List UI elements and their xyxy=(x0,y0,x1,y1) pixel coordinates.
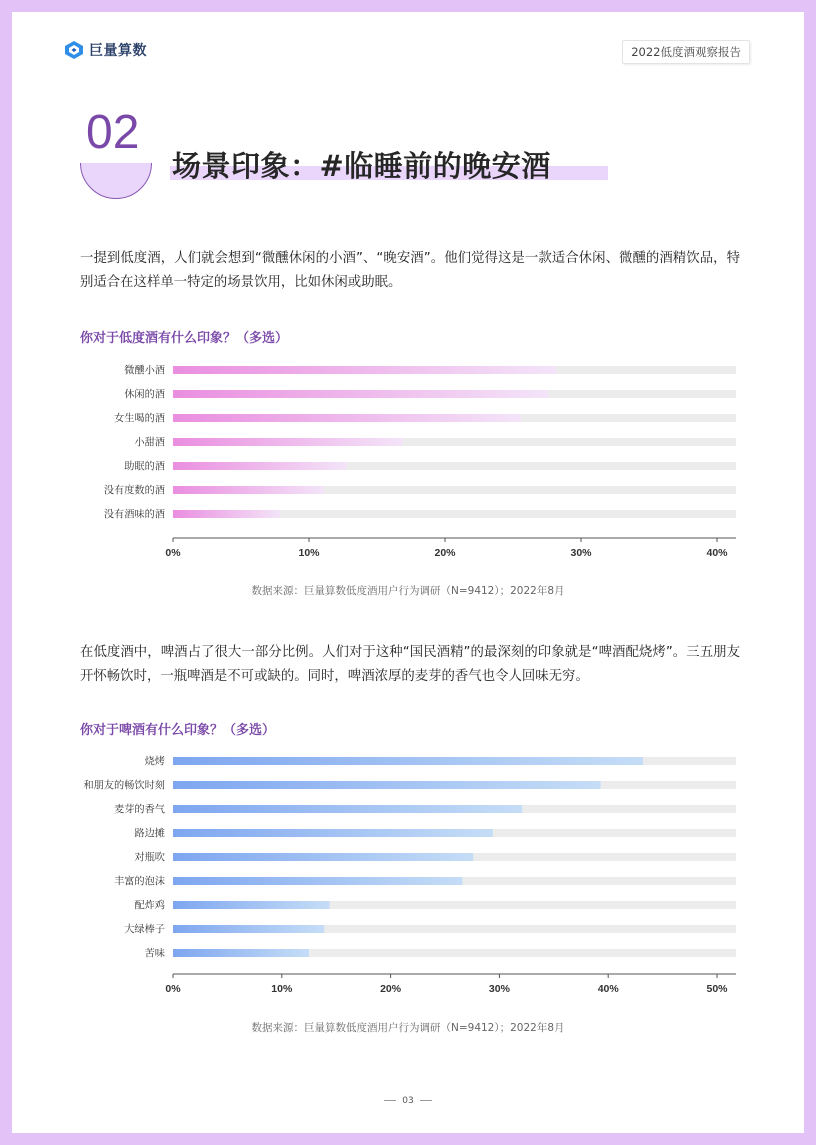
bar xyxy=(173,925,324,933)
x-tick-label: 20% xyxy=(434,547,456,559)
x-tick-label: 40% xyxy=(706,547,728,559)
x-tick-label: 30% xyxy=(570,547,592,559)
report-title-tag: 2022低度酒观察报告 xyxy=(622,40,750,64)
bar xyxy=(173,949,309,957)
bar xyxy=(173,757,643,765)
x-tick-label: 0% xyxy=(165,983,181,995)
category-label: 没有度数的酒 xyxy=(103,485,165,497)
chart-title-beer: 你对于啤酒有什么印象？（多选） xyxy=(80,723,276,738)
x-tick-label: 30% xyxy=(488,983,510,995)
data-source-note: 数据来源：巨量算数低度酒用户行为调研（N=9412）；2022年8月 xyxy=(251,1022,565,1034)
category-label: 对瓶吹 xyxy=(134,852,165,864)
section-title: 场景印象：#临睡前的晚安酒 xyxy=(172,149,551,183)
category-label: 配炸鸡 xyxy=(134,900,165,912)
page-footer xyxy=(12,1096,804,1106)
bar xyxy=(173,829,493,837)
logo-text: 巨量算数 xyxy=(89,43,147,59)
category-label: 苦味 xyxy=(144,948,165,960)
report-page xyxy=(12,12,804,1133)
x-tick-label: 10% xyxy=(298,547,320,559)
data-source-note: 数据来源：巨量算数低度酒用户行为调研（N=9412）；2022年8月 xyxy=(251,585,565,597)
chart-title-low-alcohol: 你对于低度酒有什么印象？（多选） xyxy=(80,331,289,346)
beer-impression-chart xyxy=(12,12,804,1133)
category-label: 休闲的酒 xyxy=(124,389,165,401)
section-number: 02 xyxy=(86,106,140,159)
bar xyxy=(173,853,473,861)
category-label: 女生喝的酒 xyxy=(114,413,165,425)
bar xyxy=(173,877,462,885)
category-label: 小甜酒 xyxy=(134,437,165,449)
category-label: 丰富的泡沫 xyxy=(114,876,165,888)
category-label: 大绿棒子 xyxy=(124,924,165,936)
page-number: 03 xyxy=(402,1096,414,1106)
beer-paragraph: 在低度酒中，啤酒占了很大一部分比例。人们对于这种“国民酒精”的最深刻的印象就是“啤酒配烧烤”。三五朋友开怀畅饮时，一瓶啤酒是不可或缺的。同时，啤酒浓厚的麦芽的香气也令人回味无穷。 xyxy=(80,645,740,684)
x-tick-label: 20% xyxy=(380,983,402,995)
bar xyxy=(173,901,330,909)
category-label: 麦芽的香气 xyxy=(114,804,165,816)
category-label: 微醺小酒 xyxy=(124,365,165,377)
category-label: 路边摊 xyxy=(134,828,165,840)
x-tick-label: 10% xyxy=(271,983,293,995)
x-tick-label: 0% xyxy=(165,547,181,559)
category-label: 烧烤 xyxy=(144,756,165,768)
bar xyxy=(173,805,522,813)
x-tick-label: 50% xyxy=(706,983,728,995)
category-label: 没有酒味的酒 xyxy=(103,509,165,521)
bar xyxy=(173,781,601,789)
intro-paragraph: 一提到低度酒，人们就会想到“微醺休闲的小酒”、“晚安酒”。他们觉得这是一款适合休闲、微醺的酒精饮品，特别适合在这样单一特定的场景饮用，比如休闲或助眠。 xyxy=(80,251,740,290)
x-tick-label: 40% xyxy=(597,983,619,995)
category-label: 和朋友的畅饮时刻 xyxy=(83,780,165,792)
category-label: 助眠的酒 xyxy=(124,461,165,473)
